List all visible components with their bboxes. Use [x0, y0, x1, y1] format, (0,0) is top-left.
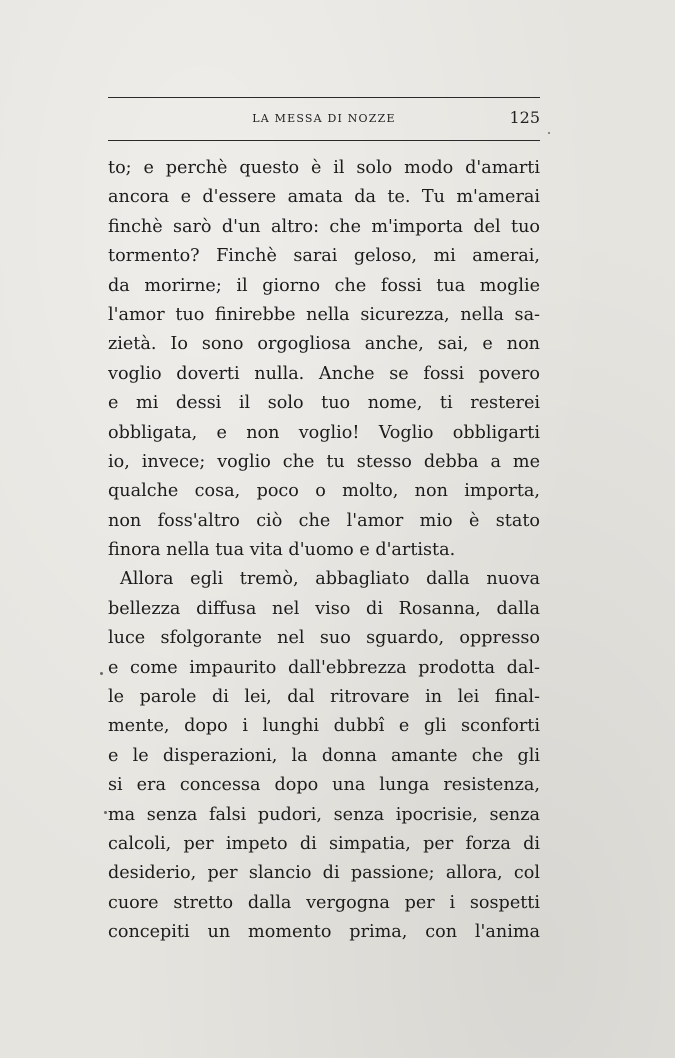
running-head [108, 108, 540, 132]
text-line: concepiti un momento prima, con l'anima [108, 922, 540, 943]
text-line: cuore stretto dalla vergogna per i sospetti [108, 892, 540, 913]
text-line: si era concessa dopo una lunga resistenza, [108, 775, 540, 796]
text-line: non foss'altro ciò che l'amor mio è stato [108, 510, 540, 531]
running-title: LA MESSA DI NOZZE [252, 112, 396, 125]
body-text [108, 154, 540, 948]
text-line: e le disperazioni, la donna amante che gli [108, 745, 540, 766]
header-top-rule [108, 97, 540, 98]
text-line: ancora e d'essere amata da te. Tu m'amerai [108, 187, 540, 208]
text-line: le parole di lei, dal ritrovare in lei final- [108, 687, 540, 708]
page-number: 125 [509, 108, 540, 127]
text-line: finora nella tua vita d'uomo e d'artista. [108, 540, 456, 561]
text-line: zietà. Io sono orgogliosa anche, sai, e non [108, 334, 540, 355]
text-line: Allora egli tremò, abbagliato dalla nuova [120, 569, 540, 590]
text-line: obbligata, e non voglio! Voglio obbligarti [108, 422, 540, 443]
text-line: calcoli, per impeto di simpatia, per forza di [108, 833, 540, 854]
text-line: da morirne; il giorno che fossi tua moglie [108, 275, 540, 296]
text-line: l'amor tuo finirebbe nella sicurezza, nella sa- [108, 304, 540, 325]
header-bottom-rule [108, 140, 540, 141]
text-line: voglio doverti nulla. Anche se fossi povero [108, 363, 540, 384]
text-line: desiderio, per slancio di passione; allora, col [108, 863, 540, 884]
print-speck [548, 132, 550, 134]
text-line: luce sfolgorante nel suo sguardo, oppresso [108, 628, 540, 649]
text-line: mente, dopo i lunghi dubbî e gli sconforti [108, 716, 540, 737]
print-speck [100, 672, 103, 675]
text-line: e come impaurito dall'ebbrezza prodotta dal- [108, 657, 540, 678]
text-line: finchè sarò d'un altro: che m'importa del tuo [108, 216, 540, 237]
text-line: bellezza diffusa nel viso di Rosanna, dalla [108, 598, 540, 619]
text-line: ma senza falsi pudori, senza ipocrisie, senza [108, 804, 540, 825]
text-line: tormento? Finchè sarai geloso, mi amerai, [108, 246, 540, 267]
text-line: qualche cosa, poco o molto, non importa, [108, 481, 540, 502]
text-line: io, invece; voglio che tu stesso debba a me [108, 451, 540, 472]
print-speck [104, 811, 107, 814]
text-line: e mi dessi il solo tuo nome, ti resterei [108, 393, 540, 414]
text-line: to; e perchè questo è il solo modo d'amarti [108, 158, 540, 178]
